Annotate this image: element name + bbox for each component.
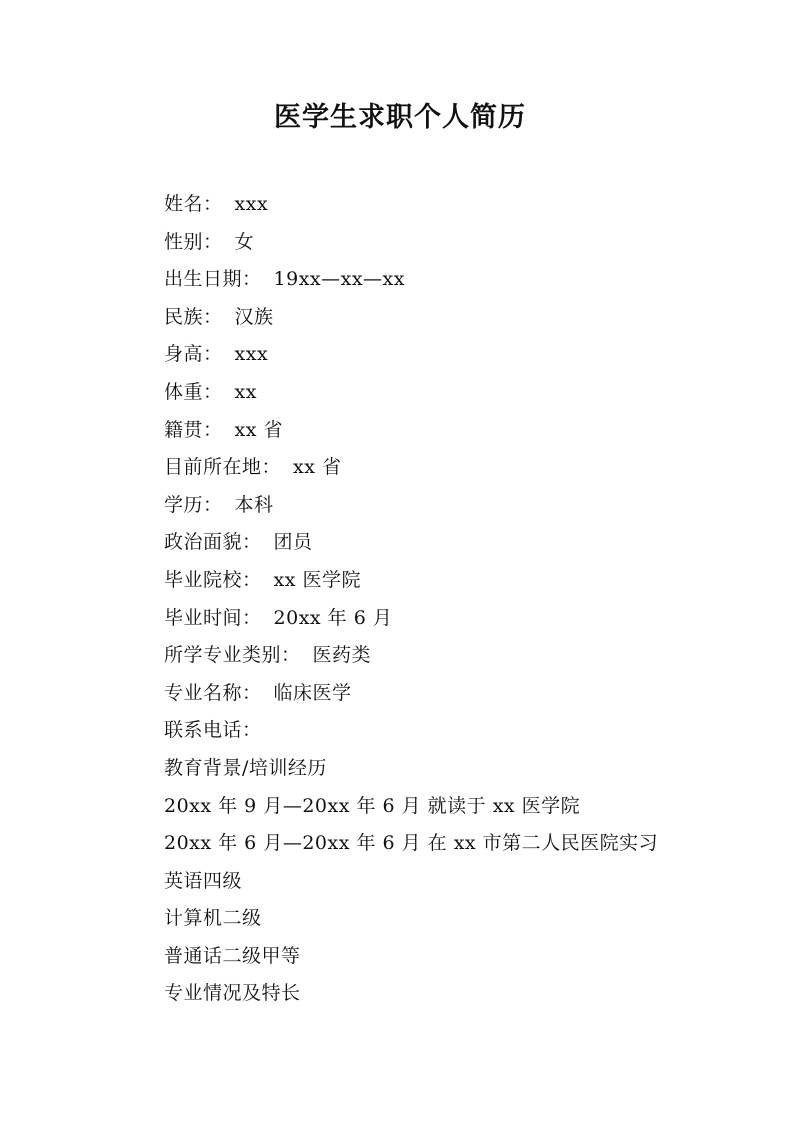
field-value: xx: [234, 380, 257, 403]
field-value: 19xx—xx—xx: [273, 268, 405, 291]
field-weight: [164, 374, 764, 412]
field-value: 20xx 年 6 月: [273, 606, 393, 629]
field-gender: [164, 224, 764, 262]
field-label: 目前所在地：: [164, 456, 282, 479]
field-label: 政治面貌：: [164, 531, 262, 554]
field-current-location: [164, 449, 764, 487]
field-major-category: [164, 637, 764, 675]
field-education-level: [164, 487, 764, 525]
field-label: 毕业院校：: [164, 568, 262, 591]
field-label: 籍贯：: [164, 418, 223, 441]
field-name: [164, 186, 764, 224]
field-label: 体重：: [164, 380, 223, 403]
field-value: xx 省: [293, 456, 342, 479]
field-school: [164, 562, 764, 600]
field-label: 姓名：: [164, 193, 223, 215]
field-label: 民族：: [164, 305, 223, 328]
field-value: xx 省: [234, 418, 283, 441]
field-label: 身高：: [164, 343, 223, 366]
certificate-entry: 计算机二级: [164, 907, 262, 930]
field-label: 出生日期：: [164, 268, 262, 291]
field-phone: [164, 712, 764, 750]
field-value: 女: [234, 230, 255, 253]
field-value: xxx: [234, 343, 269, 366]
field-value: xx 医学院: [273, 568, 361, 591]
field-value: 汉族: [234, 305, 274, 328]
field-label: 性别：: [164, 230, 223, 253]
education-entry: 20xx 年 9 月—20xx 年 6 月 就读于 xx 医学院: [164, 794, 581, 817]
field-graduation-time: [164, 600, 764, 638]
field-political-status: [164, 524, 764, 562]
education-heading: 教育背景/培训经历: [164, 756, 327, 779]
field-native-place: [164, 412, 764, 450]
field-label: 所学专业类别：: [164, 644, 301, 667]
resume-content: [164, 186, 764, 1013]
field-value: 团员: [273, 531, 313, 554]
field-label: 联系电话：: [164, 719, 262, 742]
certificate-entry: 普通话二级甲等: [164, 944, 301, 967]
field-label: 学历：: [164, 493, 223, 516]
field-value: xxx: [234, 193, 269, 215]
document-title: 医学生求职个人简历: [274, 102, 526, 133]
field-birthdate: [164, 261, 764, 299]
field-label: 毕业时间：: [164, 606, 262, 629]
certificate-entry: 英语四级: [164, 869, 243, 892]
field-value: 临床医学: [273, 681, 352, 704]
education-entry: 20xx 年 6 月—20xx 年 6 月 在 xx 市第二人民医院实习: [164, 832, 659, 855]
field-major-name: [164, 675, 764, 713]
specialty-heading: 专业情况及特长: [164, 982, 301, 1005]
field-height: [164, 336, 764, 374]
field-ethnicity: [164, 299, 764, 337]
field-label: 专业名称：: [164, 681, 262, 704]
field-value: 医药类: [312, 644, 372, 667]
field-value: 本科: [234, 493, 274, 516]
